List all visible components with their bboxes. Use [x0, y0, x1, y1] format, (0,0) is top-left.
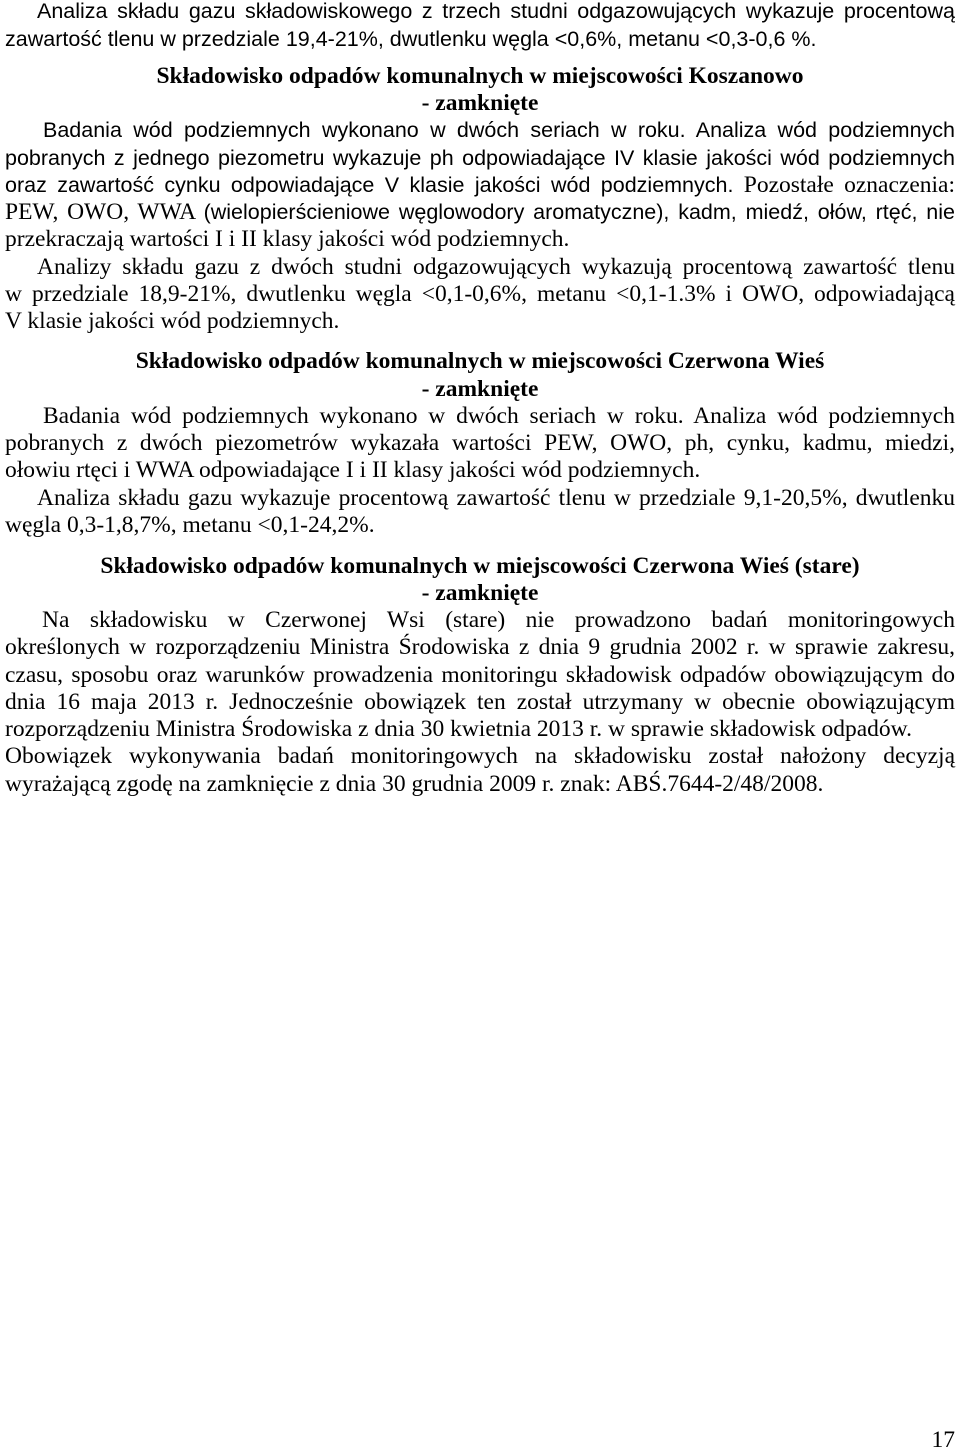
section-koszanowo	[5, 63, 955, 336]
text-line: wyrażającą zgodę na zamknięcie z dnia 30 grudnia 2009 r. znak: ABŚ.7644-2/48/2008.	[5, 770, 824, 797]
text-line: Analiza składu gazu wykazuje procentową zawartość tlenu w przedziale 9,1-20,5%, dwutlenku	[37, 484, 955, 511]
text-line: Na składowisku w Czerwonej Wsi (stare) nie prowadzono badań monitoringowych	[42, 607, 955, 634]
text-line: ołowiu rtęci i WWA odpowiadające I i II klasy jakości wód podziemnych.	[5, 457, 701, 484]
text-line: czasu, sposobu oraz warunków prowadzenia monitoringu składowisk odpadów obowiązującym do	[5, 661, 955, 688]
text-line: Badania wód podziemnych wykonano w dwóch seriach w roku. Analiza wód podziemnych	[43, 118, 955, 143]
text-segment: Pozostałe oznaczenia:	[743, 171, 955, 198]
text-line: Badania wód podziemnych wykonano w dwóch seriach w roku. Analiza wód podziemnych	[43, 402, 955, 429]
section-status: - zamknięte	[421, 579, 539, 606]
document-body	[5, 0, 955, 798]
text-line: przekraczają wartości I i II klasy jakości wód podziemnych.	[5, 226, 570, 253]
text-line: określonych w rozporządzeniu Ministra Środowiska z dnia 9 grudnia 2002 r. w sprawie zakresu,	[5, 634, 955, 661]
paragraph	[5, 117, 955, 253]
text-line: rozporządzeniu Ministra Środowiska z dnia 30 kwietnia 2013 r. w sprawie składowisk odpadów.	[5, 716, 912, 743]
paragraph	[5, 607, 955, 743]
text-line: zawartość tlenu w przedziale 19,4-21%, dwutlenku węgla <0,6%, metanu <0,3-0,6 %.	[5, 26, 817, 51]
section-title: Składowisko odpadów komunalnych w miejscowości Koszanowo	[156, 62, 804, 89]
text-line	[5, 199, 955, 226]
paragraph-intro	[5, 0, 955, 53]
text-line: dnia 16 maja 2013 r. Jednocześnie obowiązek ten został utrzymany w obecnie obowiązującym	[5, 688, 955, 715]
section-title: Składowisko odpadów komunalnych w miejscowości Czerwona Wieś (stare)	[100, 552, 860, 579]
text-line: V klasie jakości wód podziemnych.	[5, 308, 340, 335]
section-status: - zamknięte	[421, 90, 539, 117]
section-status: - zamknięte	[421, 375, 539, 402]
text-segment: (wielopierścieniowe węglowodory aromatyczne), kadm, miedź, ołów, rtęć, nie	[203, 200, 955, 225]
text-segment: oraz zawartość cynku odpowiadające V klasie jakości wód podziemnych.	[5, 172, 734, 197]
section-czerwona-wies-stare	[5, 553, 955, 798]
text-line: pobranych z dwóch piezometrów wykazała wartości PEW, OWO, ph, cynku, kadmu, miedzi,	[5, 430, 955, 457]
text-line: Analizy składu gazu z dwóch studni odgazowujących wykazują procentową zawartość tlenu	[37, 253, 955, 280]
text-line: Analiza składu gazu składowiskowego z trzech studni odgazowujących wykazuje procentową	[37, 0, 955, 24]
text-line: w przedziale 18,9-21%, dwutlenku węgla <0,1-0,6%, metanu <0,1-1.3% i OWO, odpowiadającą	[5, 280, 955, 307]
section-czerwona-wies	[5, 348, 955, 539]
paragraph	[5, 254, 955, 336]
paragraph	[5, 485, 955, 540]
text-line: węgla 0,3-1,8,7%, metanu <0,1-24,2%.	[5, 511, 375, 538]
text-line: Obowiązek wykonywania badań monitoringowych na składowisku został nałożony decyzją	[5, 743, 955, 770]
text-line: pobranych z jednego piezometru wykazuje ph odpowiadające IV klasie jakości wód podziemnych	[5, 145, 955, 170]
paragraph	[5, 403, 955, 485]
paragraph	[5, 743, 955, 798]
text-line	[5, 172, 955, 199]
page-number: 17	[931, 1427, 955, 1451]
section-title: Składowisko odpadów komunalnych w miejscowości Czerwona Wieś	[135, 348, 825, 375]
text-segment: PEW, OWO, WWA	[5, 199, 195, 226]
